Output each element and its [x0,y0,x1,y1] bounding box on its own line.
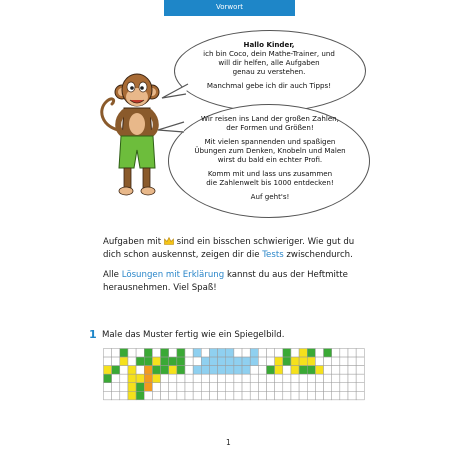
grid-cell[interactable] [152,383,160,392]
grid-cell[interactable] [291,366,299,375]
grid-cell[interactable] [324,383,332,392]
grid-cell[interactable] [275,374,283,383]
grid-cell[interactable] [112,357,120,366]
grid-cell[interactable] [291,374,299,383]
grid-cell[interactable] [201,383,209,392]
grid-cell[interactable] [128,374,136,383]
grid-cell[interactable] [315,357,323,366]
grid-cell[interactable] [112,349,120,358]
grid-cell[interactable] [299,383,307,392]
grid-cell[interactable] [152,357,160,366]
grid-cell[interactable] [267,349,275,358]
journey-line: die Zahlenwelt bis 1000 entdecken! [206,178,334,187]
grid-cell[interactable] [307,383,315,392]
grid-cell[interactable] [275,357,283,366]
grid-cell[interactable] [177,357,185,366]
grid-cell[interactable] [185,357,193,366]
grid-cell[interactable] [185,374,193,383]
grid-cell[interactable] [201,349,209,358]
grid-cell[interactable] [275,383,283,392]
grid-cell[interactable] [177,366,185,375]
grid-cell[interactable] [152,349,160,358]
grid-cell[interactable] [136,366,144,375]
grid-cell[interactable] [218,366,226,375]
grid-cell[interactable] [136,374,144,383]
grid-cell[interactable] [161,349,169,358]
grid-cell[interactable] [283,383,291,392]
grid-cell[interactable] [234,391,242,400]
grid-cell[interactable] [120,366,128,375]
grid-cell[interactable] [307,391,315,400]
header-tab: Vorwort [164,0,295,16]
grid-cell[interactable] [307,366,315,375]
greeting-line: will dir helfen, alle Aufgaben [218,58,320,67]
grid-cell[interactable] [209,366,217,375]
grid-cell[interactable] [209,357,217,366]
grid-cell[interactable] [267,374,275,383]
grid-cell[interactable] [250,391,258,400]
grid-cell[interactable] [250,357,258,366]
grid-cell[interactable] [226,349,234,358]
journey-line: Übungen zum Denken, Knobeln und Malen [194,146,346,155]
grid-cell[interactable] [332,366,340,375]
grid-cell[interactable] [128,391,136,400]
intro-text-segment: zwischendurch. [286,250,353,260]
grid-cell[interactable] [218,383,226,392]
journey-line: Komm mit und lass uns zusammen [207,169,333,178]
grid-cell[interactable] [144,383,152,392]
grid-cell[interactable] [332,374,340,383]
grid-cell[interactable] [128,357,136,366]
grid-cell[interactable] [275,366,283,375]
grid-cell[interactable] [128,349,136,358]
grid-cell[interactable] [324,374,332,383]
grid-cell[interactable] [340,366,348,375]
grid-cell[interactable] [128,383,136,392]
grid-cell[interactable] [128,366,136,375]
grid-cell[interactable] [250,349,258,358]
grid-cell[interactable] [299,349,307,358]
crown-icon [164,237,174,245]
grid-cell[interactable] [169,357,177,366]
grid-cell[interactable] [161,374,169,383]
grid-cell[interactable] [201,366,209,375]
grid-cell[interactable] [201,374,209,383]
greeting-text [194,40,344,90]
grid-cell[interactable] [340,349,348,358]
grid-cell[interactable] [283,391,291,400]
grid-cell[interactable] [332,383,340,392]
grid-cell[interactable] [185,383,193,392]
grid-cell[interactable] [152,366,160,375]
grid-cell[interactable] [250,383,258,392]
journey-line: Auf geht's! [250,192,290,201]
grid-cell[interactable] [299,391,307,400]
grid-cell[interactable] [340,391,348,400]
grid-cell[interactable] [356,383,364,392]
grid-cell[interactable] [226,383,234,392]
grid-cell[interactable] [283,357,291,366]
grid-cell[interactable] [275,349,283,358]
grid-cell[interactable] [356,349,364,358]
grid-cell[interactable] [258,366,266,375]
grid-cell[interactable] [307,357,315,366]
grid-cell[interactable] [136,383,144,392]
greeting-line: Manchmal gebe ich dir auch Tipps! [206,81,332,90]
grid-cell[interactable] [234,349,242,358]
grid-cell[interactable] [348,357,356,366]
journey-line: wirst du bald ein echter Profi. [217,155,323,164]
grid-cell[interactable] [144,374,152,383]
grid-cell[interactable] [234,366,242,375]
grid-cell[interactable] [152,391,160,400]
grid-cell[interactable] [177,349,185,358]
task-number: 1 [89,328,97,341]
grid-cell[interactable] [120,374,128,383]
grid-cell[interactable] [193,357,201,366]
grid-cell[interactable] [267,357,275,366]
grid-cell[interactable] [356,374,364,383]
grid-cell[interactable] [258,383,266,392]
grid-cell[interactable] [315,391,323,400]
grid-cell[interactable] [258,391,266,400]
grid-cell[interactable] [161,391,169,400]
grid-cell[interactable] [324,357,332,366]
grid-cell[interactable] [291,349,299,358]
grid-cell[interactable] [112,391,120,400]
grid-cell[interactable] [120,357,128,366]
grid-cell[interactable] [324,391,332,400]
grid-cell[interactable] [144,357,152,366]
grid-cell[interactable] [120,391,128,400]
grid-cell[interactable] [218,391,226,400]
grid-cell[interactable] [226,391,234,400]
grid-cell[interactable] [267,366,275,375]
grid-cell[interactable] [307,349,315,358]
grid-cell[interactable] [193,349,201,358]
journey-line: Mit vielen spannenden und spaßigen [204,137,336,146]
grid-cell[interactable] [332,391,340,400]
grid-cell[interactable] [120,349,128,358]
grid-cell[interactable] [315,366,323,375]
grid-cell[interactable] [283,374,291,383]
grid-cell[interactable] [275,391,283,400]
grid-cell[interactable] [315,383,323,392]
solutions-link[interactable]: Lösungen mit Erklärung [121,270,225,280]
grid-cell[interactable] [315,374,323,383]
greeting-line: ich bin Coco, dein Mathe-Trainer, und [203,49,335,58]
grid-cell[interactable] [177,383,185,392]
grid-cell[interactable] [242,366,250,375]
grid-cell[interactable] [136,391,144,400]
grid-cell[interactable] [348,383,356,392]
greeting-line: genau zu verstehen. [232,67,306,76]
grid-cell[interactable] [226,357,234,366]
grid-cell[interactable] [218,357,226,366]
grid-cell[interactable] [104,374,112,383]
grid-cell[interactable] [193,383,201,392]
grid-cell[interactable] [242,391,250,400]
grid-cell[interactable] [315,349,323,358]
grid-cell[interactable] [242,383,250,392]
grid-cell[interactable] [209,391,217,400]
grid-cell[interactable] [104,383,112,392]
tests-link[interactable]: Tests [262,250,284,260]
grid-cell[interactable] [169,366,177,375]
grid-cell[interactable] [169,391,177,400]
grid-cell[interactable] [218,349,226,358]
grid-cell[interactable] [242,357,250,366]
grid-cell[interactable] [348,391,356,400]
grid-cell[interactable] [112,374,120,383]
grid-cell[interactable] [226,374,234,383]
grid-cell[interactable] [169,349,177,358]
grid-cell[interactable] [209,383,217,392]
grid-cell[interactable] [226,366,234,375]
intro-text-segment: sind ein bisschen schwieriger. Wie gut du dich schon auskennst, zeigen dir die [103,237,355,260]
grid-cell[interactable] [348,374,356,383]
intro-text-segment: Aufgaben mit [103,237,162,247]
grid-cell[interactable] [161,366,169,375]
greeting-title: Hallo Kinder, [243,40,295,49]
grid-cell[interactable] [169,383,177,392]
grid-cell[interactable] [291,357,299,366]
grid-cell[interactable] [136,349,144,358]
grid-cell[interactable] [144,366,152,375]
grid-cell[interactable] [258,374,266,383]
grid-cell[interactable] [104,366,112,375]
grid-cell[interactable] [193,366,201,375]
grid-cell[interactable] [299,357,307,366]
intro-paragraph-1 [103,236,365,262]
grid-cell[interactable] [120,383,128,392]
grid-cell[interactable] [356,357,364,366]
intro-text-segment: kannst du aus der Heftmitte herausnehmen. Viel Spaß! [103,270,348,293]
grid-cell[interactable] [356,366,364,375]
grid-cell[interactable] [340,357,348,366]
grid-cell[interactable] [185,366,193,375]
grid-cell[interactable] [193,391,201,400]
grid-cell[interactable] [152,374,160,383]
grid-cell[interactable] [209,349,217,358]
grid-cell[interactable] [291,391,299,400]
grid-cell[interactable] [218,374,226,383]
grid-cell[interactable] [177,374,185,383]
grid-cell[interactable] [169,374,177,383]
grid-cell[interactable] [201,391,209,400]
grid-cell[interactable] [185,349,193,358]
grid-cell[interactable] [242,349,250,358]
page-number: 1 [226,438,231,447]
grid-cell[interactable] [112,383,120,392]
pattern-grid[interactable] [103,348,365,420]
grid-cell[interactable] [283,366,291,375]
intro-text [103,236,365,302]
grid-cell[interactable] [267,391,275,400]
grid-cell[interactable] [267,383,275,392]
grid-cell[interactable] [234,383,242,392]
grid-cell[interactable] [234,374,242,383]
grid-cell[interactable] [242,374,250,383]
grid-cell[interactable] [258,349,266,358]
grid-cell[interactable] [291,383,299,392]
monkey-mascot-icon [96,70,176,200]
grid-cell[interactable] [307,374,315,383]
grid-cell[interactable] [104,349,112,358]
grid-cell[interactable] [332,349,340,358]
intro-paragraph-2 [103,269,365,295]
grid-cell[interactable] [340,374,348,383]
grid-cell[interactable] [356,391,364,400]
grid-cell[interactable] [144,349,152,358]
intro-text-segment: Alle [103,270,119,280]
journey-text [186,114,354,201]
grid-cell[interactable] [348,366,356,375]
grid-cell[interactable] [299,366,307,375]
grid-cell[interactable] [258,357,266,366]
grid-cell[interactable] [209,374,217,383]
grid-cell[interactable] [250,366,258,375]
grid-cell[interactable] [340,383,348,392]
grid-cell[interactable] [136,357,144,366]
grid-cell[interactable] [283,349,291,358]
grid-cell[interactable] [112,366,120,375]
grid-cell[interactable] [185,391,193,400]
grid-cell[interactable] [104,391,112,400]
grid-cell[interactable] [324,349,332,358]
grid-cell[interactable] [324,366,332,375]
grid-cell[interactable] [348,349,356,358]
grid-cell[interactable] [161,357,169,366]
task-instruction: Male das Muster fertig wie ein Spiegelbild. [102,330,285,340]
grid-cell[interactable] [177,391,185,400]
journey-line: der Formen und Größen! [226,123,314,132]
journey-line: Wir reisen ins Land der großen Zahlen, [201,114,339,123]
grid-cell[interactable] [161,383,169,392]
grid-cell[interactable] [332,357,340,366]
grid-cell[interactable] [144,391,152,400]
grid-cell[interactable] [299,374,307,383]
grid-cell[interactable] [250,374,258,383]
grid-cell[interactable] [104,357,112,366]
grid-cell[interactable] [201,357,209,366]
grid-cell[interactable] [234,357,242,366]
grid-cell[interactable] [193,374,201,383]
